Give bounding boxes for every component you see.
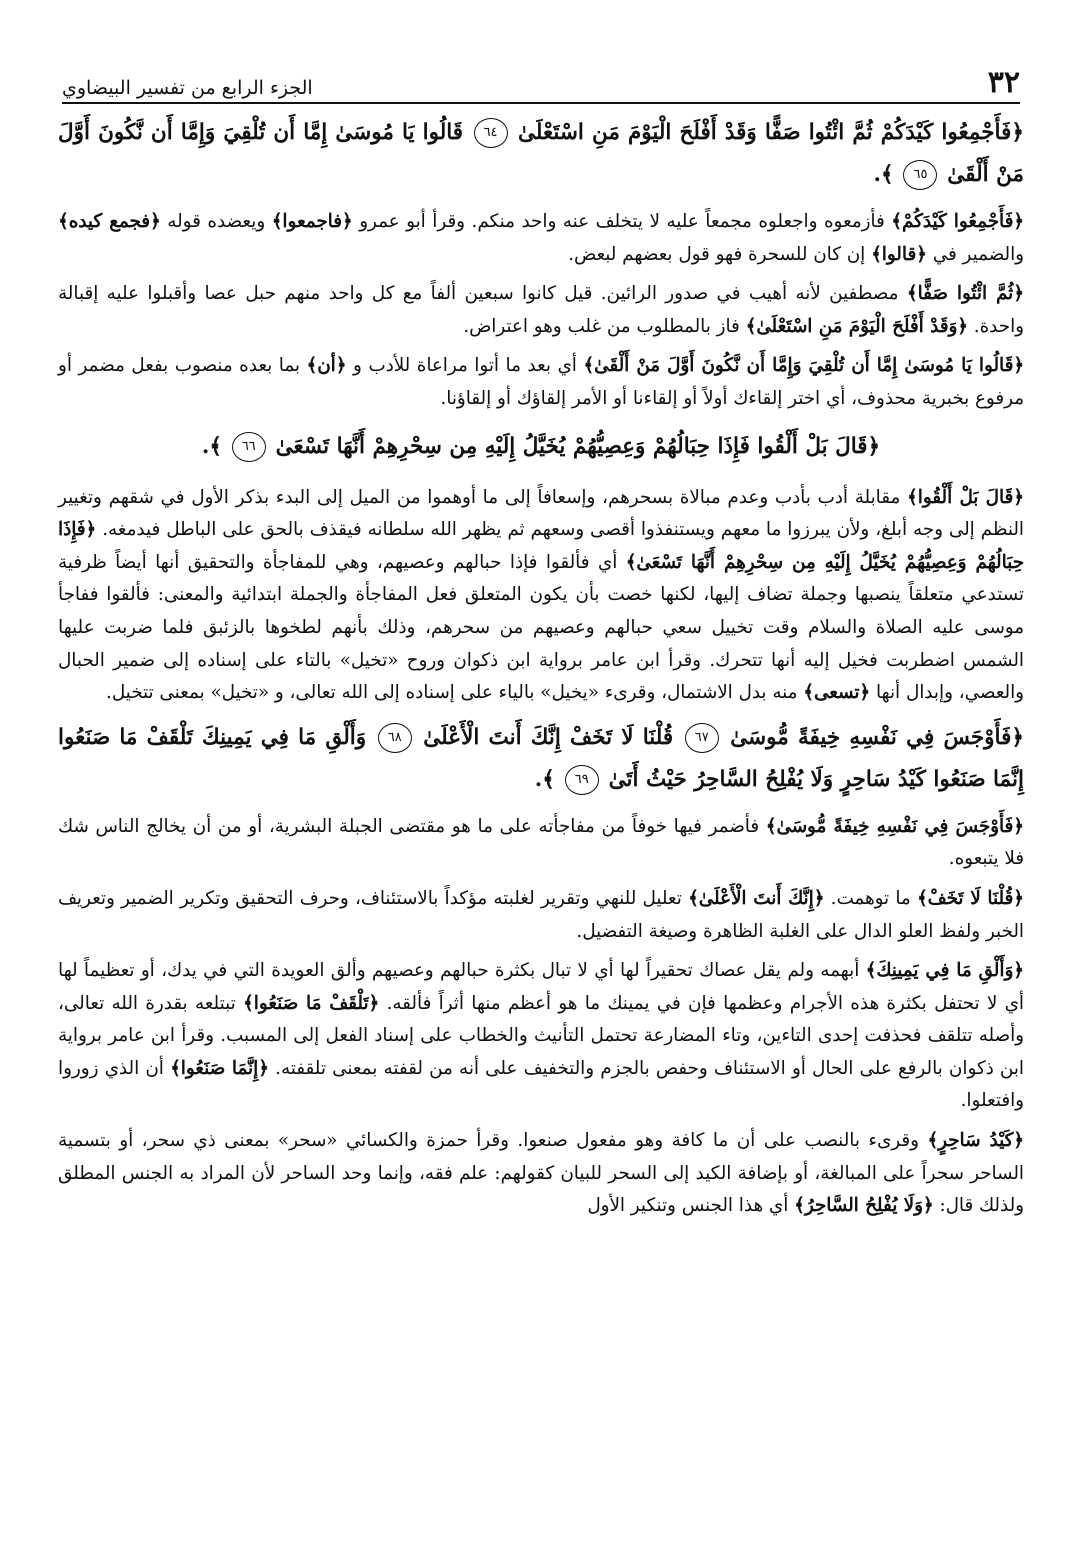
quoted-phrase: ﴿إِنَّمَا صَنَعُوا﴾: [170, 1057, 269, 1079]
commentary-paragraph: [58, 278, 1024, 343]
verse-text: قُلْنَا لَا تَخَفْ إِنَّكَ أَنتَ الْأَعْلَىٰ: [423, 724, 674, 750]
commentary-text: مقابلة أدب بأدب وعدم مبالاة بسحرهم، وإسعافاً إلى ما أوهموا من الميل إلى البدء بذكر الأول في شقهم وتغيير النظم إلى وجه أبلغ، ولأن يبرزوا ما معهم ويستنفذوا أقصى وسعهم ثم يظهر الله سلطانه فيقذف بالحق على الباطل فيدمغه.: [58, 486, 1024, 541]
quoted-phrase: ﴿قَالَ بَلْ أَلْقُوا﴾: [907, 486, 1024, 508]
commentary-paragraph: [58, 955, 1024, 1118]
commentary-text: أي بعد ما أتوا مراعاة للأدب و: [353, 355, 577, 377]
quoted-phrase: ﴿قالوا﴾: [871, 243, 927, 265]
verse-text: ﴿قَالَ بَلْ أَلْقُوا فَإِذَا حِبَالُهُمْ وَعِصِيُّهُمْ يُخَيَّلُ إِلَيْهِ مِن سِحْرِهِمْ أَنَّهَا تَسْعَىٰ: [275, 433, 881, 459]
quoted-phrase: ﴿ثُمَّ ائْتُوا صَفًّا﴾: [906, 283, 1024, 305]
quran-verse-block: [58, 112, 1024, 196]
verse-number-marker: ٦٨: [378, 723, 412, 753]
commentary-text: إن كان للسحرة فهو قول بعضهم لبعض.: [568, 243, 866, 265]
commentary-text: أي فألقوا فإذا حبالهم وعصيهم، وهي للمفاجأة والتحقيق أنها أيضاً ظرفية تستدعي متعلقاً ينصبها وجملة تضاف إليها، لكنها خصت بأن يكون المتعلق فعل المفاجأة والجملة ابتدائية والمعنى: فألقوا ففاجأ موسى عليه الصلاة والسلام وقت تخييل سعي حبالهم وعصيهم من سحرهم، وذلك بأنهم لطخوها بالزئبق فلما ضربت عليها الشمس اضطربت فخيل إليه أنها تتحرك. وقرأ ابن عامر برواية ابن ذكوان وروح «تخيل» بالتاء على إسناده إلى ضمير الحبال والعصي، وإبدال أنها: [58, 551, 1024, 704]
quoted-phrase: ﴿إِنَّكَ أَنتَ الْأَعْلَىٰ﴾: [688, 887, 825, 909]
verse-closing: ﴾.: [873, 162, 894, 187]
verse-text: وَأَلْقِ مَا فِي يَمِينِكَ تَلْقَفْ مَا صَنَعُوا إِنَّمَا صَنَعُوا كَيْدُ سَاحِرٍ وَلَا يُفْلِحُ السَّاحِرُ حَيْثُ أَتَىٰ: [58, 724, 1024, 792]
verse-number-marker: ٦٩: [565, 765, 599, 795]
commentary-paragraph: [58, 811, 1024, 876]
commentary-text: منه بدل الاشتمال، وقرىء «يخيل» بالياء على إسناده إلى الله تعالى، و «تخيل» بمعنى تتخيل.: [106, 682, 798, 704]
commentary-text: أن الذي زوروا وافتعلوا.: [58, 1057, 1024, 1112]
quoted-phrase: ﴿قُلْنَا لَا تَخَفْ﴾: [916, 887, 1025, 909]
quoted-phrase: ﴿قَالُوا يَا مُوسَىٰ إِمَّا أَن تُلْقِيَ وَإِمَّا أَن نَّكُونَ أَوَّلَ مَنْ أَلْقَىٰ﴾: [583, 355, 1025, 377]
verse-text: ﴿فَأَوْجَسَ فِي نَفْسِهِ خِيفَةً مُّوسَىٰ: [730, 724, 1024, 750]
commentary-paragraph: [58, 350, 1024, 415]
verse-number-marker: ٦٤: [474, 118, 508, 148]
verse-closing: ﴾.: [534, 766, 555, 792]
commentary-text: فأزمعوه واجعلوه مجمعاً عليه لا يتخلف عنه واحد منكم. وقرأ أبو عمرو: [359, 211, 885, 232]
verse-text: قَالُوا يَا مُوسَىٰ إِمَّا أَن تُلْقِيَ وَإِمَّا أَن نَّكُونَ أَوَّلَ مَنْ أَلْقَىٰ: [58, 120, 1024, 187]
commentary-text: أبهمه ولم يقل عصاك تحقيراً لها أي لا تبال بكثرة حبالهم وعصيهم وألق العويدة التي في يدك، أو تعظيماً لها أي لا تحتفل بكثرة هذه الأجرام وعظمها فإن في يمينك ما هو أعظم منها أثراً فألقه.: [58, 960, 1024, 1014]
quoted-phrase: ﴿فَأَجْمِعُوا كَيْدَكُمْ﴾: [891, 211, 1025, 232]
commentary-text: فأضمر فيها خوفاً من مفاجأته على ما هو مقتضى الجبلة البشرية، أو من أن يخالج الناس شك فلا يتبعوه.: [58, 815, 1024, 870]
quoted-phrase: ﴿أن﴾: [306, 355, 347, 377]
commentary-text: مصطفين لأنه أهيب في صدور الرائين. قيل كانوا سبعين ألفاً مع كل واحد منهم حبل عصا وأقبلوا عليه إقبالة واحدة.: [58, 283, 1024, 337]
commentary-text: تبتلعه بقدرة الله تعالى، وأصله تتلقف فحذفت إحدى التاءين، وتاء المضارعة تحتمل التأنيث والخطاب على إسناد الفعل إلى المسبب. وقرأ ابن عامر برواية ابن ذكوان بالرفع على الحال أو الاستئناف وحفص بالجزم والتخفيف على أنه من لقفته بمعنى تلقفته.: [58, 992, 1025, 1079]
commentary-text: وقرىء بالنصب على أن ما كافة وهو مفعول صنعوا. وقرأ حمزة والكسائي «سحر» بمعنى ذي سحر، أو بتسمية الساحر سحراً على المبالغة، أو بإضافة الكيد إلى السحر للبيان كقولهم: علم فقه، وإنما وحد الساحر لأن المراد به الجنس المطلق ولذلك قال:: [58, 1130, 1024, 1217]
quran-verse-block: [58, 717, 1024, 801]
quoted-phrase: ﴿تَلْقَفْ مَا صَنَعُوا﴾: [243, 992, 380, 1014]
quoted-phrase: ﴿فَإِذَا حِبَالُهُمْ وَعِصِيُّهُمْ يُخَيَّلُ إِلَيْهِ مِن سِحْرِهِمْ أَنَّهَا تَسْعَىٰ﴾: [58, 519, 1024, 573]
verse-closing: ﴾.: [201, 433, 222, 459]
commentary-text: أي هذا الجنس وتنكير الأول: [587, 1195, 789, 1217]
quoted-phrase: ﴿فَأَوْجَسَ فِي نَفْسِهِ خِيفَةً مُّوسَىٰ﴾: [765, 815, 1024, 837]
running-title: الجزء الرابع من تفسير البيضاوي: [62, 77, 313, 99]
quran-verse-block: [58, 426, 1024, 468]
commentary-paragraph: [58, 883, 1024, 948]
verse-number-marker: ٦٥: [903, 160, 937, 190]
commentary-text: فاز بالمطلوب من غلب وهو اعتراض.: [463, 315, 740, 337]
page-header: [62, 52, 1020, 104]
commentary-text: والضمير في: [932, 243, 1024, 265]
commentary-paragraph: [58, 1125, 1024, 1223]
quoted-phrase: ﴿فاجمعوا﴾: [271, 211, 353, 232]
commentary-text: تعليل للنهي وتقرير لغلبته مؤكداً بالاستئناف، وحرف التحقيق وتكرير الضمير وتعريف الخبر ولفظ العلو الدال على الغلبة الظاهرة وصيغة التفضيل.: [58, 887, 1024, 942]
quoted-phrase: ﴿وَقَدْ أَفْلَحَ الْيَوْمَ مَنِ اسْتَعْلَىٰ﴾: [745, 315, 968, 337]
commentary-paragraph: [58, 482, 1024, 710]
verse-text: ﴿فَأَجْمِعُوا كَيْدَكُمْ ثُمَّ ائْتُوا صَفًّا وَقَدْ أَفْلَحَ الْيَوْمَ مَنِ اسْتَعْلَىٰ: [518, 120, 1024, 145]
commentary-text: ما توهمت.: [830, 887, 911, 909]
commentary-text: ويعضده قوله: [167, 211, 266, 232]
quoted-phrase: ﴿وَأَلْقِ مَا فِي يَمِينِكَ﴾: [865, 960, 1024, 982]
page-content: [58, 112, 1024, 1529]
page-number: ٣٢: [987, 65, 1020, 100]
verse-number-marker: ٦٧: [685, 723, 719, 753]
quoted-phrase: ﴿وَلَا يُفْلِحُ السَّاحِرُ﴾: [794, 1195, 934, 1217]
quoted-phrase: ﴿فجمع كيده﴾: [58, 211, 161, 232]
commentary-paragraph: [58, 206, 1024, 271]
commentary-text: بما بعده منصوب بفعل مضمر أو مرفوع بخبرية محذوف، أي اختر إلقاءك أولاً أو إلقاءنا أو الأمر إلقاؤك أو إلقاؤنا.: [58, 355, 1024, 409]
quoted-phrase: ﴿تسعى﴾: [803, 682, 871, 704]
verse-number-marker: ٦٦: [232, 432, 266, 462]
quoted-phrase: ﴿كَيْدُ سَاحِرٍ﴾: [927, 1130, 1025, 1152]
